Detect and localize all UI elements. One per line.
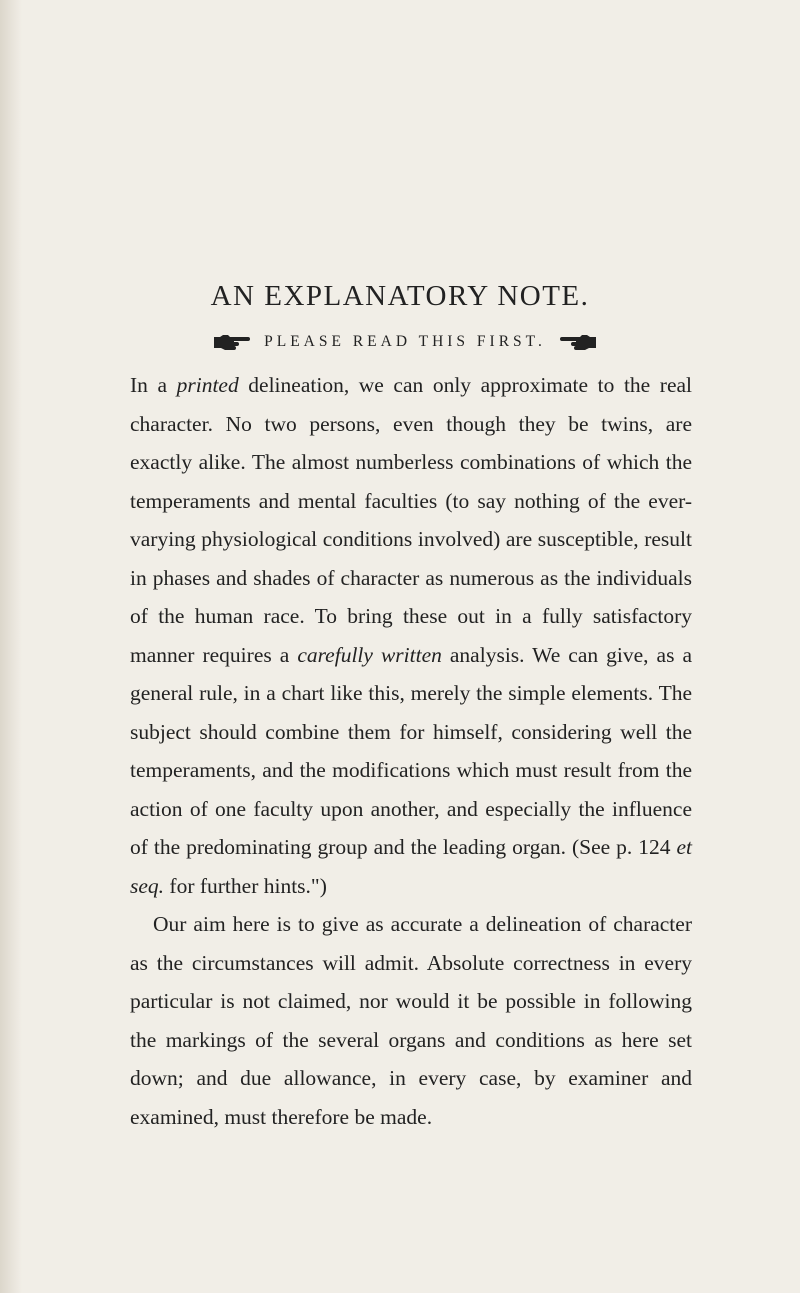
emphasis-et-seq: et seq. [130, 835, 692, 898]
emphasis-printed: printed [176, 373, 239, 397]
notice-text: PLEASE READ THIS FIRST. [264, 333, 546, 350]
pointing-hand-right-icon [212, 333, 254, 351]
read-first-notice [120, 333, 690, 351]
page-title: AN EXPLANATORY NOTE. [210, 280, 590, 312]
paragraph-1: In a printed delineation, we can only approximate to the real character. No two persons, even though they be twins, are exactly alike. The almost numberless combinations of which the temperaments and mental faculties (to say nothing of the ever-varying physiological conditions involved) are susceptible, result in phases and shades of character as numerous as the individuals of the human race. To bring these out in a fully satisfactory manner requires a carefully written analysis. We can give, as a general rule, in a chart like this, merely the simple elements. The subject should combine them for himself, considering well the temperaments, and the modifications which must result from the action of one faculty upon another, and especially the influence of the predominating group and the leading organ. (See p. 124 et seq. for further hints.") [130, 373, 693, 898]
note-body [130, 366, 692, 1136]
page-edge-shadow [0, 0, 22, 1293]
pointing-hand-left-icon [556, 333, 598, 351]
paragraph-2: Our aim here is to give as accurate a delineation of character as the circumstances will admit. Absolute correctness in every particular is not claimed, nor would it be possible in following the markings of the several organs and conditions as here set down; and due allowance, in every case, by examiner and examined, must therefore be made. [130, 912, 692, 1129]
emphasis-carefully-written: carefully written [297, 642, 442, 667]
